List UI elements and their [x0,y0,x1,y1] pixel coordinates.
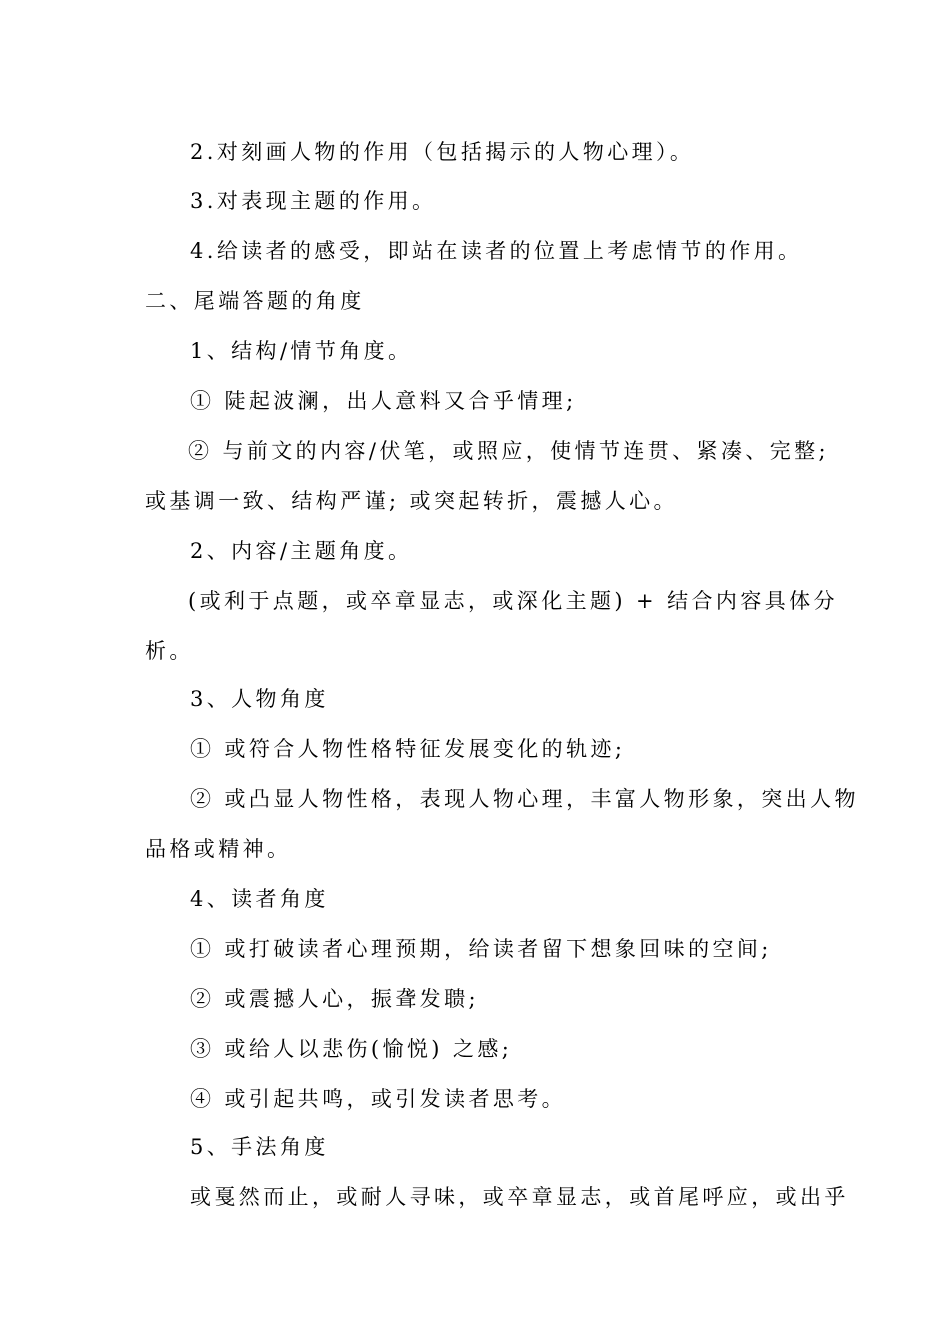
text-line-reader-3: ③ 或给人以悲伤(愉悦) 之感; [190,1037,513,1061]
text-line-reader-2: ② 或震撼人心，振聋发聩; [190,987,479,1011]
section-heading: 二、尾端答题的角度 [145,289,365,313]
subheading-technique: 5、手法角度 [190,1135,329,1159]
text-line-theme-cont: 析。 [145,639,194,663]
subheading-reader: 4、读者角度 [190,887,329,911]
text-line-item-3: 3.对表现主题的作用。 [190,189,437,213]
text-line-theme: (或利于点题，或卒章显志，或深化主题) + 结合内容具体分 [188,589,838,613]
text-line-structure-2-cont: 或基调一致、结构严谨; 或突起转折，震撼人心。 [145,489,678,513]
text-line-structure-1: ① 陡起波澜，出人意料又合乎情理; [190,389,577,413]
subheading-character: 3、人物角度 [190,687,329,711]
text-line-reader-4: ④ 或引起共鸣，或引发读者思考。 [190,1087,567,1111]
text-line-technique: 或戛然而止，或耐人寻味，或卒章显志，或首尾呼应，或出乎 [190,1185,849,1209]
text-line-reader-1: ① 或打破读者心理预期，给读者留下想象回味的空间; [190,937,772,961]
text-line-item-2: 2.对刻画人物的作用（包括揭示的人物心理）。 [190,140,695,164]
text-line-character-1: ① 或符合人物性格特征发展变化的轨迹; [190,737,626,761]
subheading-theme: 2、内容/主题角度。 [190,539,413,563]
text-line-character-2: ② 或凸显人物性格，表现人物心理，丰富人物形象，突出人物 [190,787,859,811]
text-line-item-4: 4.给读者的感受，即站在读者的位置上考虑情节的作用。 [190,239,803,263]
text-line-character-2-cont: 品格或精神。 [145,837,292,861]
text-line-structure-2: ② 与前文的内容/伏笔，或照应，使情节连贯、紧凑、完整; [188,439,830,463]
subheading-structure: 1、结构/情节角度。 [190,339,413,363]
